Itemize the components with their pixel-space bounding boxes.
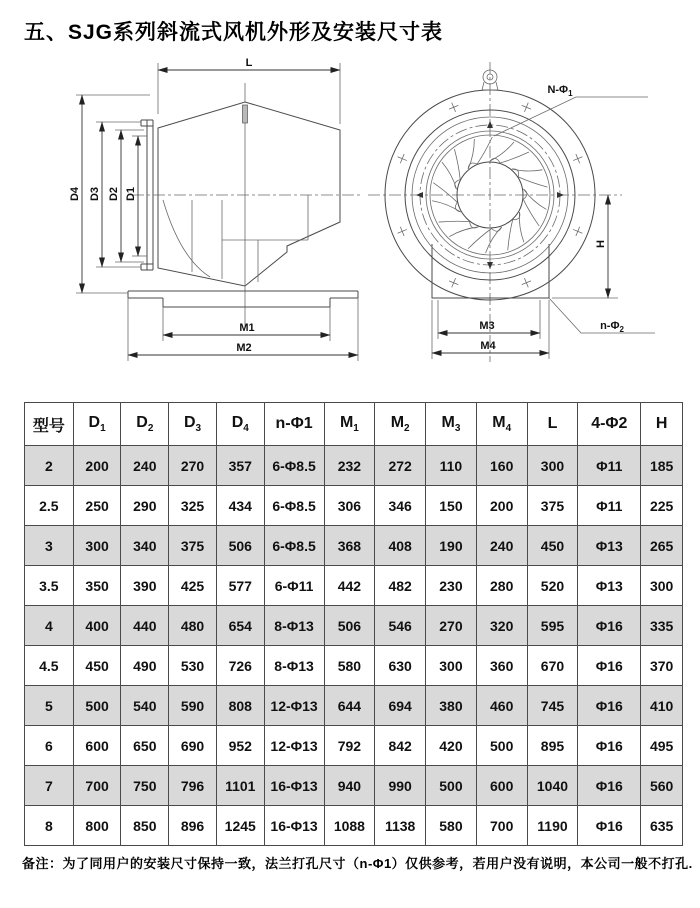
- table-cell: Φ13: [578, 566, 641, 606]
- table-cell: 225: [641, 486, 683, 526]
- table-cell: 250: [73, 486, 121, 526]
- dim-label-M1: M1: [239, 322, 255, 334]
- table-cell: 595: [527, 606, 578, 646]
- table-cell: 600: [73, 726, 121, 766]
- table-cell: 8-Φ13: [264, 646, 324, 686]
- table-cell: 745: [527, 686, 578, 726]
- table-cell: 3.5: [25, 566, 74, 606]
- table-cell: 482: [375, 566, 426, 606]
- table-cell: 726: [216, 646, 264, 686]
- table-cell: 306: [324, 486, 375, 526]
- table-row: [25, 566, 683, 606]
- table-cell: 16-Φ13: [264, 806, 324, 846]
- table-row: [25, 486, 683, 526]
- tick-arrow: [416, 192, 423, 198]
- table-cell: 560: [641, 766, 683, 806]
- table-cell: 340: [121, 526, 169, 566]
- table-cell: 530: [169, 646, 217, 686]
- table-cell: 230: [426, 566, 477, 606]
- table-cell: 375: [527, 486, 578, 526]
- table-cell: 895: [527, 726, 578, 766]
- table-cell: 434: [216, 486, 264, 526]
- dim-label-L: L: [245, 57, 253, 69]
- table-row: [25, 806, 683, 846]
- table-cell: 420: [426, 726, 477, 766]
- table-cell: 842: [375, 726, 426, 766]
- dimension-table: [24, 402, 683, 846]
- table-cell: 500: [476, 726, 527, 766]
- table-row: [25, 526, 683, 566]
- table-cell: 12-Φ13: [264, 726, 324, 766]
- table-cell: 577: [216, 566, 264, 606]
- table-header-row: [25, 403, 683, 446]
- header-cell: 4-Φ2: [578, 403, 641, 446]
- header-cell: $M_1$: [324, 403, 375, 446]
- table-cell: 280: [476, 566, 527, 606]
- table-cell: 265: [641, 526, 683, 566]
- dim-label-D2: D2: [108, 186, 120, 202]
- table-cell: 990: [375, 766, 426, 806]
- header-cell: 型号: [25, 403, 74, 446]
- table-cell: 190: [426, 526, 477, 566]
- table-cell: 1190: [527, 806, 578, 846]
- table-cell: 694: [375, 686, 426, 726]
- table-cell: 480: [169, 606, 217, 646]
- table-cell: 808: [216, 686, 264, 726]
- table-cell: 500: [73, 686, 121, 726]
- table-cell: 1040: [527, 766, 578, 806]
- table-cell: 506: [324, 606, 375, 646]
- table-cell: 232: [324, 446, 375, 486]
- table-cell: 590: [169, 686, 217, 726]
- table-cell: Φ16: [578, 646, 641, 686]
- header-cell: $D_4$: [216, 403, 264, 446]
- table-cell: 110: [426, 446, 477, 486]
- table-cell: 200: [73, 446, 121, 486]
- side-view-drawing: [69, 57, 362, 361]
- table-cell: 300: [426, 646, 477, 686]
- table-cell: 600: [476, 766, 527, 806]
- table-cell: 400: [73, 606, 121, 646]
- table-cell: 4: [25, 606, 74, 646]
- table-cell: 6-Φ11: [264, 566, 324, 606]
- table-cell: 896: [169, 806, 217, 846]
- label-N-phi1: $N-\Phi_1$: [547, 84, 573, 98]
- table-cell: 630: [375, 646, 426, 686]
- header-cell: $M_2$: [375, 403, 426, 446]
- table-cell: Φ16: [578, 726, 641, 766]
- table-cell: 796: [169, 766, 217, 806]
- table-cell: 5: [25, 686, 74, 726]
- table-cell: Φ16: [578, 806, 641, 846]
- page-title: 五、SJG系列斜流式风机外形及安装尺寸表: [24, 21, 444, 44]
- table-cell: 450: [73, 646, 121, 686]
- table-cell: 690: [169, 726, 217, 766]
- table-cell: 1245: [216, 806, 264, 846]
- table-cell: 952: [216, 726, 264, 766]
- dim-label-D3: D3: [89, 186, 101, 202]
- table-cell: 357: [216, 446, 264, 486]
- table-row: [25, 446, 683, 486]
- table-cell: 654: [216, 606, 264, 646]
- table-cell: 700: [476, 806, 527, 846]
- table-cell: 546: [375, 606, 426, 646]
- table-cell: 440: [121, 606, 169, 646]
- dim-label-M3: M3: [479, 320, 495, 332]
- table-cell: 8-Φ13: [264, 606, 324, 646]
- table-cell: 346: [375, 486, 426, 526]
- table-cell: 1101: [216, 766, 264, 806]
- table-row: [25, 646, 683, 686]
- table-cell: 390: [121, 566, 169, 606]
- table-cell: 270: [169, 446, 217, 486]
- table-cell: 150: [426, 486, 477, 526]
- table-cell: 792: [324, 726, 375, 766]
- table-cell: 350: [73, 566, 121, 606]
- table-cell: 450: [527, 526, 578, 566]
- table-row: [25, 766, 683, 806]
- table-row: [25, 726, 683, 766]
- table-cell: 408: [375, 526, 426, 566]
- table-cell: 490: [121, 646, 169, 686]
- table-cell: Φ11: [578, 446, 641, 486]
- table-cell: 1138: [375, 806, 426, 846]
- table-cell: 410: [641, 686, 683, 726]
- tick-arrow: [487, 121, 493, 128]
- table-cell: 750: [121, 766, 169, 806]
- table-cell: 425: [169, 566, 217, 606]
- table-cell: 940: [324, 766, 375, 806]
- table-cell: 4.5: [25, 646, 74, 686]
- table-cell: 240: [121, 446, 169, 486]
- table-cell: 380: [426, 686, 477, 726]
- table-cell: Φ16: [578, 686, 641, 726]
- table-cell: 300: [527, 446, 578, 486]
- table-cell: 8: [25, 806, 74, 846]
- table-cell: 7: [25, 766, 74, 806]
- table-cell: 6: [25, 726, 74, 766]
- front-view-drawing: [368, 62, 655, 362]
- table-cell: 850: [121, 806, 169, 846]
- table-cell: 2: [25, 446, 74, 486]
- table-cell: 6-Φ8.5: [264, 526, 324, 566]
- table-cell: 520: [527, 566, 578, 606]
- table-cell: Φ13: [578, 526, 641, 566]
- table-cell: Φ11: [578, 486, 641, 526]
- dim-label-D4: D4: [69, 186, 81, 202]
- table-cell: 500: [426, 766, 477, 806]
- table-cell: 3: [25, 526, 74, 566]
- table-row: [25, 606, 683, 646]
- tick-arrow: [557, 192, 564, 198]
- table-cell: 368: [324, 526, 375, 566]
- table-cell: 580: [426, 806, 477, 846]
- table-cell: 6-Φ8.5: [264, 486, 324, 526]
- dim-label-H: H: [595, 240, 607, 248]
- table-cell: 495: [641, 726, 683, 766]
- table-cell: 800: [73, 806, 121, 846]
- table-cell: 360: [476, 646, 527, 686]
- header-cell: H: [641, 403, 683, 446]
- tick-arrow: [487, 262, 493, 269]
- table-cell: 650: [121, 726, 169, 766]
- table-cell: 320: [476, 606, 527, 646]
- table-cell: 635: [641, 806, 683, 846]
- table-body: [25, 446, 683, 846]
- label-n-phi2: $n-\Phi_2$: [600, 320, 624, 334]
- table-cell: 6-Φ8.5: [264, 446, 324, 486]
- table-cell: 580: [324, 646, 375, 686]
- header-cell: $M_3$: [426, 403, 477, 446]
- table-cell: 16-Φ13: [264, 766, 324, 806]
- table-cell: 325: [169, 486, 217, 526]
- table-cell: 272: [375, 446, 426, 486]
- table-cell: 506: [216, 526, 264, 566]
- header-cell: $D_1$: [73, 403, 121, 446]
- table-cell: 290: [121, 486, 169, 526]
- table-cell: 185: [641, 446, 683, 486]
- header-cell: n-Φ1: [264, 403, 324, 446]
- dim-label-M4: M4: [480, 340, 496, 352]
- table-cell: 12-Φ13: [264, 686, 324, 726]
- table-cell: 240: [476, 526, 527, 566]
- table-cell: 2.5: [25, 486, 74, 526]
- header-cell: $M_4$: [476, 403, 527, 446]
- table-cell: 460: [476, 686, 527, 726]
- table-cell: 1088: [324, 806, 375, 846]
- footnote: 备注：为了同用户的安装尺寸保持一致，法兰打孔尺寸（n-Φ1）仅供参考，若用户没有说明，本公司一般不打孔.: [22, 856, 693, 871]
- table-cell: 300: [73, 526, 121, 566]
- table-cell: 370: [641, 646, 683, 686]
- technical-drawings: [0, 50, 700, 390]
- table-cell: Φ16: [578, 766, 641, 806]
- table-cell: 270: [426, 606, 477, 646]
- header-cell: L: [527, 403, 578, 446]
- table-cell: 670: [527, 646, 578, 686]
- table-cell: 540: [121, 686, 169, 726]
- dim-label-D1: D1: [125, 186, 137, 202]
- table-cell: Φ16: [578, 606, 641, 646]
- table-cell: 700: [73, 766, 121, 806]
- table-cell: 200: [476, 486, 527, 526]
- table-cell: 300: [641, 566, 683, 606]
- table-cell: 375: [169, 526, 217, 566]
- header-cell: $D_3$: [169, 403, 217, 446]
- table-cell: 335: [641, 606, 683, 646]
- dim-label-M2: M2: [236, 342, 252, 354]
- table-cell: 442: [324, 566, 375, 606]
- header-cell: $D_2$: [121, 403, 169, 446]
- table-cell: 644: [324, 686, 375, 726]
- table-row: [25, 686, 683, 726]
- table-cell: 160: [476, 446, 527, 486]
